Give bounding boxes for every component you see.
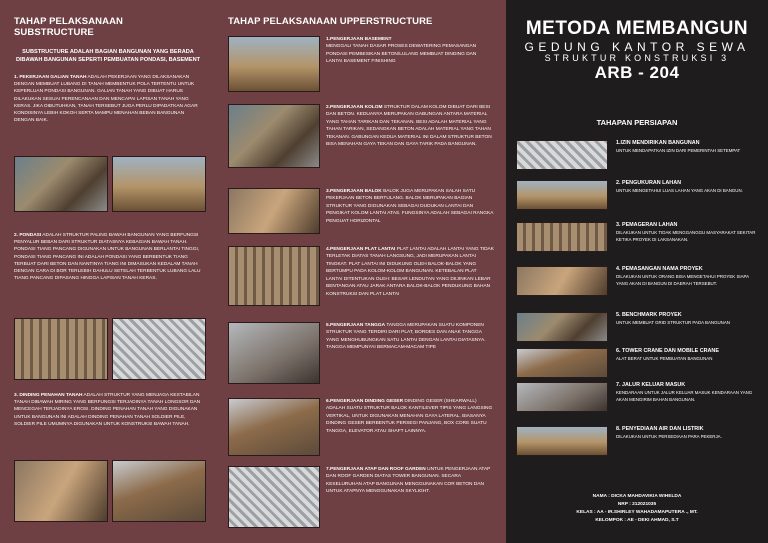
project-sign-photo [516, 266, 608, 296]
prep-item-title: 8. PENYEDIAAN AIR DAN LISTRIK [616, 426, 704, 432]
upper-item-title: 7.PENGERJAAN ATAP DAN ROOF GARDEN [326, 467, 426, 472]
upper-item-text: STRUKTUR DALAM KOLOM DIBUAT DARI BESI DAN BETON. KEDUANYA MERUPAKAN GABUNGAN ANTARA MATERIAL YANG TAHAN TARIKAN DAN TEKANAN. BESI ADALAH MATERIAL YANG TAHAN TARIKAN, SEDANGKAN BETON ADALAH MATERIAL YANG TAHAN TEKANAN. GABUNGAN KEDUA MATERIAL INI DALAM STRUKTUR BETON BISA MENAHAN GAYA TEKAN DAN GAYA TARIK PADA BANGUNAN. [326, 105, 492, 148]
prep-item-text: DILAKUKAN UNTUK PERSEDIAAN PARA PEKERJA. [616, 434, 722, 439]
prep-item-text-block [616, 382, 762, 403]
poster-code: ARB - 204 [594, 63, 680, 82]
substructure-intro: SUBSTRUCTURE ADALAH BAGIAN BANGUNAN YANG BERADA DIBAWAH BANGUNAN SEPERTI PEMBUATAN PONDASI, BASEMENT [15, 49, 201, 64]
substructure-item-1 [14, 74, 202, 124]
prep-item-text-block [616, 180, 762, 195]
substructure-item-text: ADALAH STRUKTUR PALING BAWAH BANGUNAN YANG BERFUNGSI PENYALUR BEBAN DARI STRUKTUR DIATASNYA KEBAGIAN BAWAH TANAH. PONDASI TIANG PANCANG DIGUNAKAN UNTUK BANGUNAN BERLANTAI TINGGI, PONDASI TIANG PANCANG INI ADALAH PONDASI YANG BERBENTUK TIANG TERBUAT DARI BETON DAN NANTINYA TIANG INI DIMASUKAN KEDALAM TANAH DENGAN CARA DI BOR TERLEBIH DAHULU SETELAH TERBENTUK LUBANG LALU TIANG PANCANG DIPASANG HINGGA LAPISAN TANAH KERAS. [14, 233, 201, 282]
credit-kelompok: KELOMPOK : AE - DEKI AHMAD, S.T [595, 518, 679, 524]
substructure-item-text: ADALAH PEKERJAAN YANG DILAKSANAKAN DENGAN MEMBUAT LUBANG DI TANAH MEMBENTUK POLA TERTENTU UNTUK KEPERLUAN PONDASI BANGUNAN. GALIAN TANAH YANG DIBUAT HARUS DILAKUKAN SESUAI PERENCANAAN DAN MENCAPAI LAPISAN TANAH YANG KERAS. JIKA DIBUTUHKAN, TANAH TERSEBUT JUGA PERLU DIPADATKAN AGAR KONDISINYA LEBIH KOKOH SERTA MAMPU MENAHAN BEBAN BANGUNAN DENGAN BAIK. [14, 75, 198, 124]
column-photo [228, 104, 320, 168]
prep-item-text-block [616, 312, 762, 327]
prep-item-text: DILAKUKAN UNTUK TIDAK MENGGANGGU MASYARAKAT SEKITAR KETIKA PROYEK DI LAKSANAKAN. [616, 230, 756, 242]
credits [506, 493, 768, 526]
fence-photo [516, 222, 608, 252]
upper-item-text-block [326, 466, 494, 496]
title-column [506, 0, 768, 543]
excavation-photo [14, 156, 108, 212]
prep-item-title: 2. PENGUKURAN LAHAN [616, 180, 681, 186]
upper-item-title: 3.PENGERJAAN BALOK [326, 189, 382, 194]
prep-item-title: 1.IZIN MENDIRIKAN BANGUNAN [616, 140, 700, 146]
upper-item-text-block [326, 246, 494, 298]
survey-photo [516, 180, 608, 210]
upper-item-text-block [326, 322, 494, 352]
prep-item-text: DILAKUKAN UNTUK ORANG BISA MENGETAHUI PROYEK SIAPA YANG AKAN DI BANGUN DI DAERAH TERSEBUT. [616, 274, 749, 286]
pile-diagram [112, 318, 206, 380]
upper-item-text: PLAT LANTAI ADALAH LANTAI YANG TIDAK TERLETAK DIATAS TANAH LANGSUNG, JADI MERUPAKAN LANTAI TINGKAT. PLAT LANTAI INI DIDUKUNG OLEH BALOK-BALOK YANG BERTUMPU PADA KOLOM-KOLOM BANGUNAN. KETEBALAN PLAT LANTAI DITENTUKAN OLEH: BESAR LENDUTAN YANG DIIJINKAN LEBAR BENTANGAN ATAU JARAK ANTARA BALOK-BALOK PENDUKUNG BAHAN KONSTRUKSI DAN PLAT LANTAI [326, 247, 494, 297]
roof-photo [228, 466, 320, 528]
upperstructure-heading: TAHAP PELAKSANAAN UPPERSTRUCTURE [228, 16, 433, 27]
upper-item-title: 6.PENGERJAAN DINDING GESER [326, 399, 404, 404]
beam-photo [228, 188, 320, 234]
substructure-item-text: ADALAH STRUKTUR YANG MENJAGA KESTABILAN TANAH DIBAWAH MIRING YANG BERFUNGSI TERJADINYA TANAH LONGSOR DAN MENCEGAH TERJADINYA EROSI. DINDING PENAHAN TANAH YANG DIGUNAKAN UNTUK BANGUNAN INI ADALAH DINDING PENAHAN TANAH SOLDIER PILE, SOLDIER PILE UMUMNYA DIGUNAKAN UNTUK KONSTRUKSI BAWAH TANAH. [14, 393, 201, 427]
upper-item-title: 1.PENGERJAAN BASEMENT [326, 37, 392, 42]
upper-item-text: BALOK JUGA MERUPAKAN SALAH SATU PEKERJAAN BETON BERTULANG. BALOK MERUPAKAN BAGIAN STRUKTUR YANG DIGUNAKAN SEBAGAI DUDUKAN LANTAI DAN PENGIKAT KOLOM LANTAI ATAS. FUNGSINYA ADALAH SEBAGAI RANGKA PENGUAT HORIZONTAL [326, 189, 494, 224]
prep-item-text-block [616, 140, 762, 155]
substructure-item-3 [14, 392, 202, 428]
upper-item-text-block [326, 188, 494, 225]
poster-title: METODA MEMBANGUN [525, 18, 749, 39]
soldier-pile-photo [112, 460, 206, 522]
stair-photo [228, 322, 320, 384]
benchmark-photo [516, 312, 608, 342]
prep-item-title: 3. PEMAGERAN LAHAN [616, 222, 678, 228]
crane-photo [516, 348, 608, 378]
persiapan-heading: TAHAPAN PERSIAPAN [596, 118, 678, 127]
substructure-item-title: 3. DINDING PENAHAN TANAH [14, 393, 83, 398]
upper-item-text-block [326, 36, 494, 66]
retaining-wall-photo [14, 460, 108, 522]
utilities-photo [516, 426, 608, 456]
prep-item-title: 6. TOWER CRANE DAN MOBILE CRANE [616, 348, 719, 354]
prep-item-text-block [616, 266, 762, 287]
credit-nrp: NRP : 212021035 [617, 502, 657, 508]
upper-item-title: 5.PENGERJAAN TANGGA [326, 323, 386, 328]
prep-item-text: UNTUK MENGETAHUI LUAS LAHAN YANG AKAN DI BANGUN. [616, 188, 743, 193]
substructure-item-title: 2. PONDASI [14, 233, 42, 238]
shearwall-photo [228, 398, 320, 456]
pile-photo [14, 318, 108, 380]
upper-item-text-block [326, 104, 494, 149]
substructure-item-title: 1. PEKERJAAN GALIAN TANAH [14, 75, 87, 80]
prep-item-text-block [616, 348, 762, 363]
excavation-photo-2 [112, 156, 206, 212]
access-road-photo [516, 382, 608, 412]
upper-item-text-block [326, 398, 494, 435]
credit-name: NAMA : DICKA MAHDAVIKIA WIHELDA [592, 494, 682, 499]
prep-item-text: UNTUK MEMBUAT GRID STRUKTUR PADA BANGUNAN [616, 320, 730, 325]
basement-photo [228, 36, 320, 92]
upper-item-title: 2.PENGERJAAN KOLOM [326, 105, 383, 110]
credit-kelas: KELAS : AA - IR.SHIRLEY WAHADAMAPUTERA ., MT. [576, 510, 698, 516]
prep-item-text: KENDARAAN UNTUK JALUR KELUAR MASUK KENDARAAN YANG AKAN MENGIRIM BAHAN BANGUNAN. [616, 390, 753, 402]
prep-item-text-block [616, 222, 762, 243]
upper-item-text: TANGGA MERUPAKAN SUATU KOMPONEN STRUKTUR YANG TERDIRI DARI PLAT, BORDES DAN ANAK TANGGA YANG MENGHUBUNGKAN SATU LANTAI DENGAN LANTAI DIATASNYA. TANGGA MEMPUNYAI BERMACAM-MACAM TIPE [326, 323, 486, 351]
upper-item-text: DINDING GESER (SHEARWALL) ADALAH SUATU STRUKTUR BALOK KANTILEVER TIPIS YANG LANGSING VERTIKAL, UNTUK DIGUNAKAN MENAHAN GAYA LATERAL. BIASANYA DINDING GESER BERBENTUK PERSEGI PANJANG, BOX CORE SUATU TANGGA, ELEVATOR ATAU SHAFT LAINNYA. [326, 399, 493, 434]
upper-item-text: MENGGALI TANAH DASAR PROSES DEWATERING PEMASANGAN PONDASI PEMBESIKAN BETON/LULANG MEMBUAT DINDING DAN LANTAI BASEMENT FINISHING [326, 44, 477, 65]
prep-item-text: ALAT BERAT UNTUK PEMBUATAN BANGUNAN [616, 356, 713, 361]
prep-item-title: 5. BENCHMARK PROYEK [616, 312, 682, 318]
permit-document-photo [516, 140, 608, 170]
prep-item-text-block [616, 426, 762, 441]
slab-photo [228, 246, 320, 306]
prep-item-title: 4. PEMASANGAN NAMA PROYEK [616, 266, 703, 272]
substructure-heading: TAHAP PELAKSANAAN SUBSTRUCTURE [14, 16, 124, 38]
upper-item-title: 4.PENGERJAAN PLAT LANTAI [326, 247, 396, 252]
poster-course: STRUKTUR KONSTRUKSI 3 [544, 53, 730, 63]
substructure-column [0, 0, 216, 543]
poster-subtitle: GEDUNG KANTOR SEWA [524, 40, 750, 54]
substructure-item-2 [14, 232, 202, 282]
prep-item-title: 7. JALUR KELUAR MASUK [616, 382, 686, 388]
upper-item-text: UNTUK PENGERJAAN ATAP DAN ROOF GARDEN DIATAS TOWER BANGUNAN. SECARA KESELURUHAN ATAP BANGUNAN MENGGUNAKAN COR BETON DAN UNTUK ATAPNYA MENGGUNAKAN SKYLIGHT. [326, 467, 491, 495]
title-panel [506, 0, 768, 543]
prep-item-text: UNTUK MENDAPATKAN IZIN DARI PEMERINTAH SETEMPAT [616, 148, 741, 153]
